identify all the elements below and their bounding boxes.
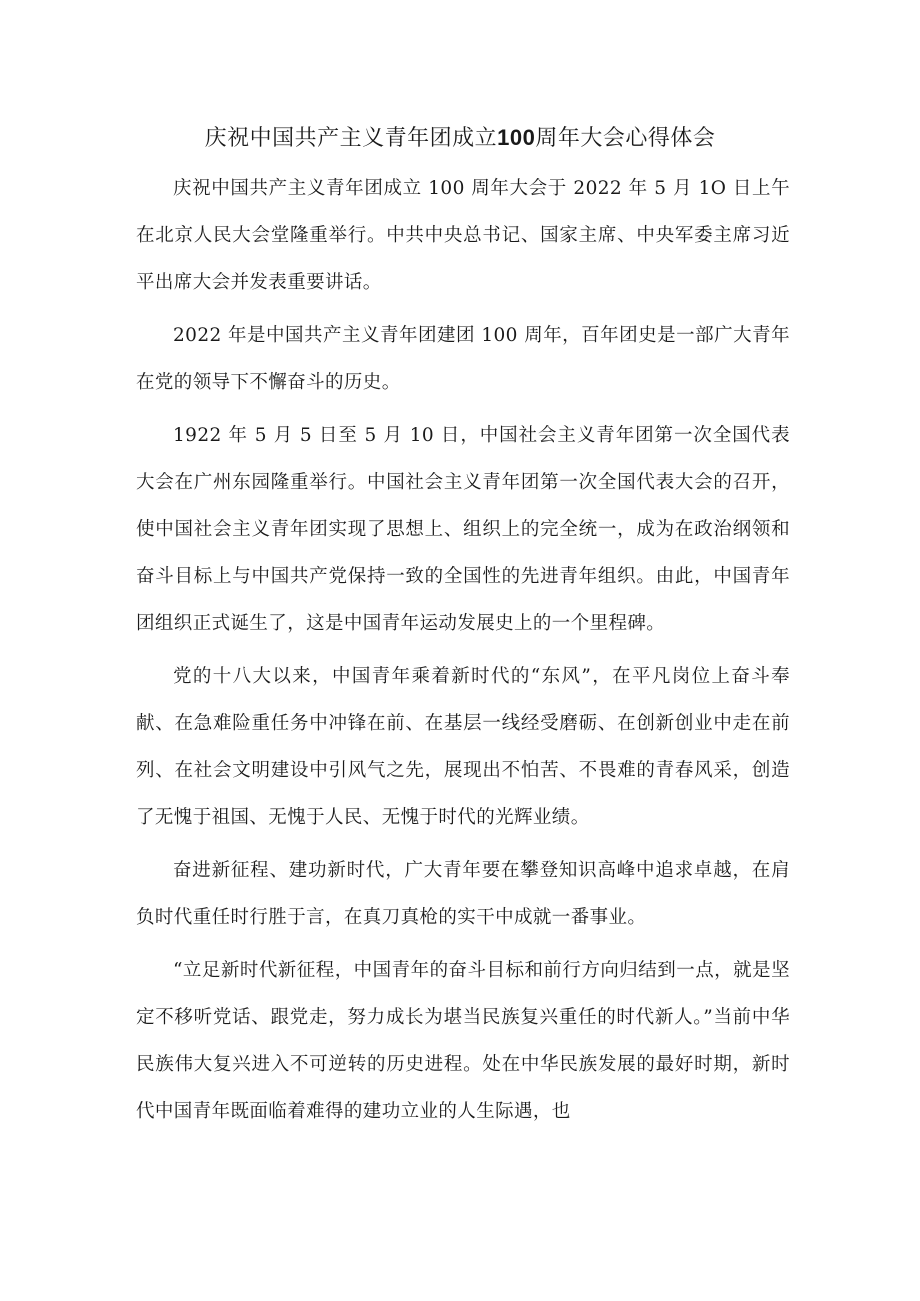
title-suffix: 周年大会心得体会 <box>535 126 716 151</box>
paragraph-6: “立足新时代新征程，中国青年的奋斗目标和前行方向归结到一点，就是坚定不移听党话、跟党走，努力成长为堪当民族复兴重任的时代新人。”当前中华民族伟大复兴进入不可逆转的历史进程。处在中华民族发展的最好时期，新时代中国青年既面临着难得的建功立业的人生际遇，也 <box>136 960 790 1122</box>
paragraph-1: 庆祝中国共产主义青年团成立 100 周年大会于 2022 年 5 月 1O 日上午在北京人民大会堂隆重举行。中共中央总书记、国家主席、中央军委主席习近平出席大会并发表重要讲话。 <box>136 178 790 293</box>
title-prefix: 庆祝中国共产主义青年团成立 <box>204 126 498 151</box>
document-title <box>0 118 920 159</box>
paragraph-5: 奋进新征程、建功新时代，广大青年要在攀登知识高峰中追求卓越，在肩负时代重任时行胜于言，在真刀真枪的实干中成就一番事业。 <box>136 860 790 928</box>
title-number: 100 <box>497 125 536 150</box>
paragraph-3: 1922 年 5 月 5 日至 5 月 10 日，中国社会主义青年团第一次全国代表大会在广州东园隆重举行。中国社会主义青年团第一次全国代表大会的召开，使中国社会主义青年团实现了思想上、组织上的完全统一，成为在政治纲领和奋斗目标上与中国共产党保持一致的全国性的先进青年组织。由此，中国青年团组织正式诞生了，这是中国青年运动发展史上的一个里程碑。 <box>136 425 790 634</box>
paragraph-2: 2022 年是中国共产主义青年团建团 100 周年，百年团史是一部广大青年在党的领导下不懈奋斗的历史。 <box>136 325 790 393</box>
document-body <box>136 165 790 1141</box>
paragraph-4: 党的十八大以来，中国青年乘着新时代的“东风”，在平凡岗位上奋斗奉献、在急难险重任务中冲锋在前、在基层一线经受磨砺、在创新创业中走在前列、在社会文明建设中引风气之先，展现出不怕苦、不畏难的青春风采，创造了无愧于祖国、无愧于人民、无愧于时代的光辉业绩。 <box>136 666 790 828</box>
